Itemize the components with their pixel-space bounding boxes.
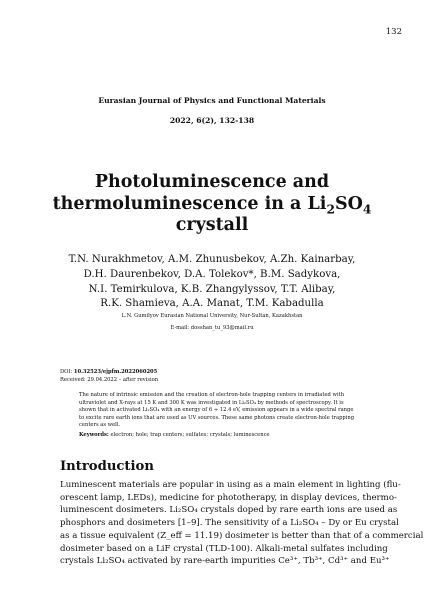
volume-info: 2022, 6(2), 132-138 (169, 116, 255, 125)
journal-name: Eurasian Journal of Physics and Functional Materials (98, 96, 326, 105)
title-line-1: Photoluminescence and (94, 172, 330, 192)
keywords: Keywords: electron; hole; trap centers; sulfates; crystals; luminescence (79, 432, 270, 438)
doi-link[interactable]: 10.32523/ejpfm.2022060205 (73, 369, 158, 375)
abstract-line: to excite rare earth ions that are used as UV sources. These same photons create electron-hole trapping (79, 414, 355, 421)
author-line: D.H. Daurenbekov, D.A. Tolekov*, B.M. Sadykova, (83, 268, 341, 280)
body-line: Luminescent materials are popular in using as a main element in lighting (flu- (60, 480, 401, 490)
author-line: N.I. Temirkulova, K.B. Zhangylyssov, T.T. Alibay, (88, 283, 336, 295)
affiliation: L.N. Gumilyov Eurasian National University, Nur-Sultan, Kazakhstan (121, 313, 303, 319)
author-list (20, 253, 404, 312)
abstract-line: shown that in activated Li₂SO₄ with an energy of 6 ÷ 12.4 eV, emission appears in a wide spectral range (79, 407, 354, 414)
body-line: luminescent dosimeters. Li₂SO₄ crystals doped by rare earth ions are used as (60, 505, 398, 516)
body-line: crystals Li₂SO₄ activated by rare-earth impurities Ce³⁺, Tb³⁺, Cd³⁺ and Eu³⁺ (60, 556, 390, 567)
author-line: T.N. Nurakhmetov, A.M. Zhunusbekov, A.Zh. Kainarbay, (68, 254, 356, 265)
doi: DOI: 10.32523/ejpfm.2022060205 (60, 369, 158, 375)
page-number: 132 (385, 27, 402, 37)
abstract (79, 392, 355, 430)
introduction-body (60, 479, 424, 568)
body-line: phosphors and dosimeters [1–9]. The sensitivity of a Li₂SO₄ – Dy or Eu crystal (60, 518, 399, 529)
body-line: as a tissue equivalent (Z_eff = 11.19) dosimeter is better than that of a commercial (60, 530, 424, 541)
received-date: Received: 29.04.2022 – after revision (60, 377, 159, 383)
email: E-mail: dosshan_tu_93@mail.ru (170, 325, 254, 331)
section-heading-introduction: Introduction (60, 459, 154, 474)
body-line: dosimeter based on a LiF crystal (TLD-100). Alkali-metal sulfates including (60, 543, 388, 554)
abstract-line: The nature of intrinsic emission and the creation of electron-hole trapping centers in irradiated with (79, 392, 345, 398)
author-line: R.K. Shamieva, A.A. Manat, T.M. Kabadulla (100, 298, 324, 310)
body-line: orescent lamp, LEDs), medicine for phototherapy, in display devices, thermo- (60, 492, 397, 503)
abstract-line: centers as well. (79, 422, 121, 429)
paper-title (20, 172, 404, 237)
abstract-line: ultraviolet and X-rays at 15 K and 300 K was investigated in Li₂SO₄ by methods of spectroscopy. It is (79, 399, 344, 406)
title-line-2: thermoluminescence in a $Li_2SO_4$ (52, 193, 372, 216)
title-line-3: crystall (175, 215, 249, 235)
